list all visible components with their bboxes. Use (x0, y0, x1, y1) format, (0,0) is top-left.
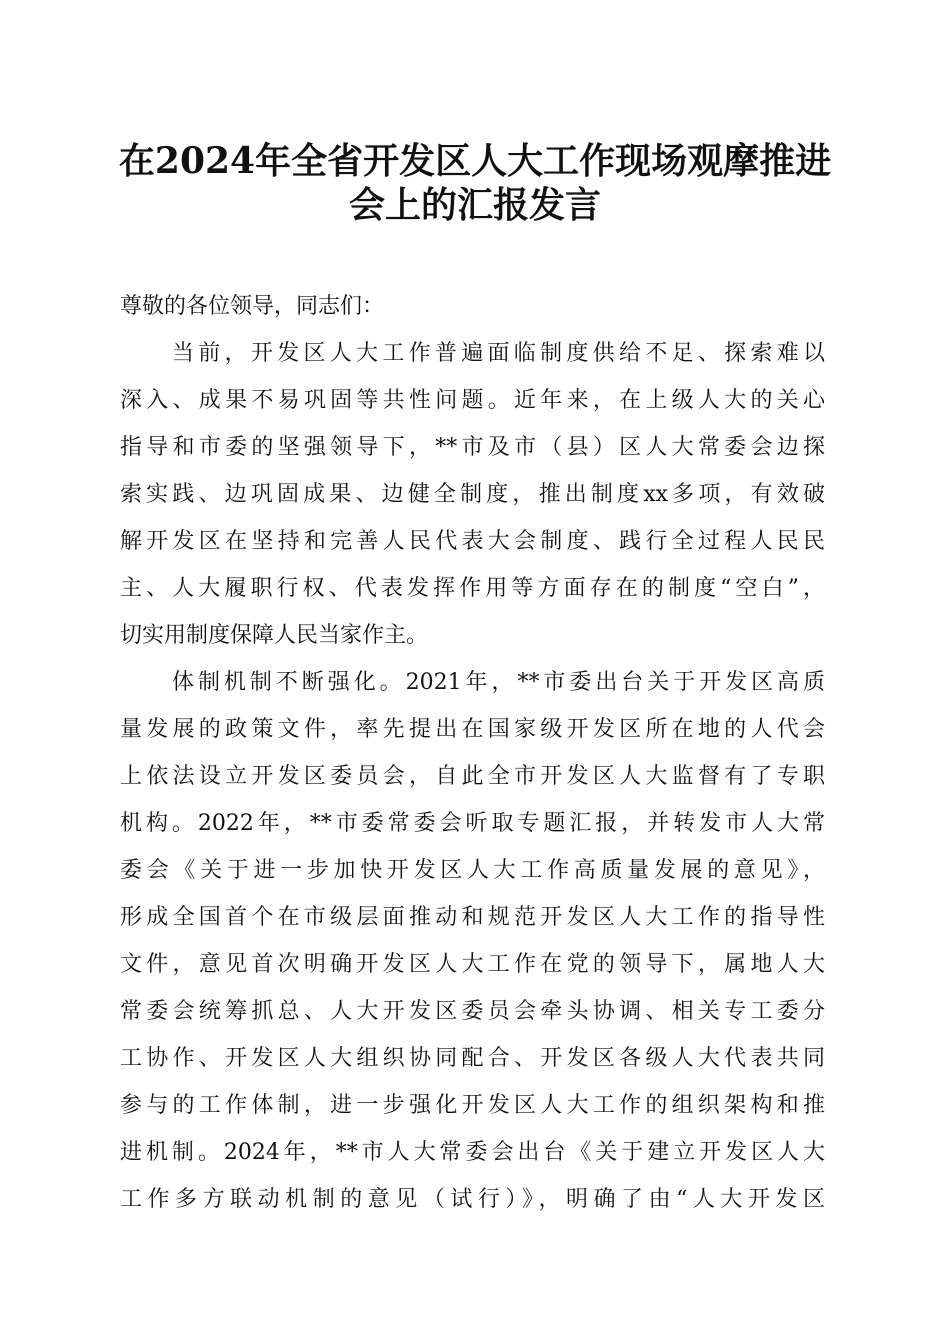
paragraph-2-line: 文件，意见首次明确开发区人大工作在党的领导下，属地人大 (120, 952, 825, 977)
paragraph-2-line: 委会《关于进一步加快开发区人大工作高质量发展的意见》， (120, 858, 825, 883)
paragraph-2-line: 体制机制不断强化。2021年，**市委出台关于开发区高质 (172, 670, 825, 695)
paragraph-1-line: 主、人大履职行权、代表发挥作用等方面存在的制度“空白”， (120, 576, 825, 601)
paragraph-1-line: 切实用制度保障人民当家作主。 (120, 623, 429, 648)
paragraph-2-line: 工协作、开发区人大组织协同配合、开发区各级人大代表共同 (120, 1046, 825, 1071)
paragraph-1-line: 深入、成果不易巩固等共性问题。近年来，在上级人大的关心 (120, 388, 825, 413)
salutation: 尊敬的各位领导，同志们： (120, 294, 385, 319)
paragraph-1-line: 索实践、边巩固成果、边健全制度，推出制度xx多项，有效破 (120, 482, 825, 507)
paragraph-1-line: 指导和市委的坚强领导下，**市及市（县）区人大常委会边探 (120, 435, 825, 460)
document-title-line-2: 会上的汇报发言 (348, 184, 601, 226)
paragraph-2-line: 进机制。2024年，**市人大常委会出台《关于建立开发区人大 (120, 1140, 825, 1165)
paragraph-2-line: 量发展的政策文件，率先提出在国家级开发区所在地的人代会 (120, 717, 825, 742)
document-body (120, 283, 825, 1223)
paragraph-2-line: 工作多方联动机制的意见（试行）》，明确了由“人大开发区 (120, 1187, 825, 1212)
paragraph-2-line: 上依法设立开发区委员会，自此全市开发区人大监督有了专职 (120, 764, 825, 789)
paragraph-2-line: 常委会统筹抓总、人大开发区委员会牵头协调、相关专工委分 (120, 999, 825, 1024)
paragraph-2-line: 机构。2022年，**市委常委会听取专题汇报，并转发市人大常 (120, 811, 825, 836)
paragraph-2-line: 参与的工作体制，进一步强化开发区人大工作的组织架构和推 (120, 1093, 825, 1118)
paragraph-2-line: 形成全国首个在市级层面推动和规范开发区人大工作的指导性 (120, 905, 825, 930)
paragraph-1-line: 解开发区在坚持和完善人民代表大会制度、践行全过程人民民 (120, 529, 825, 554)
document-title-line-1: 在2024年全省开发区人大工作现场观摩推进 (118, 140, 832, 182)
paragraph-1-line: 当前，开发区人大工作普遍面临制度供给不足、探索难以 (172, 341, 825, 366)
